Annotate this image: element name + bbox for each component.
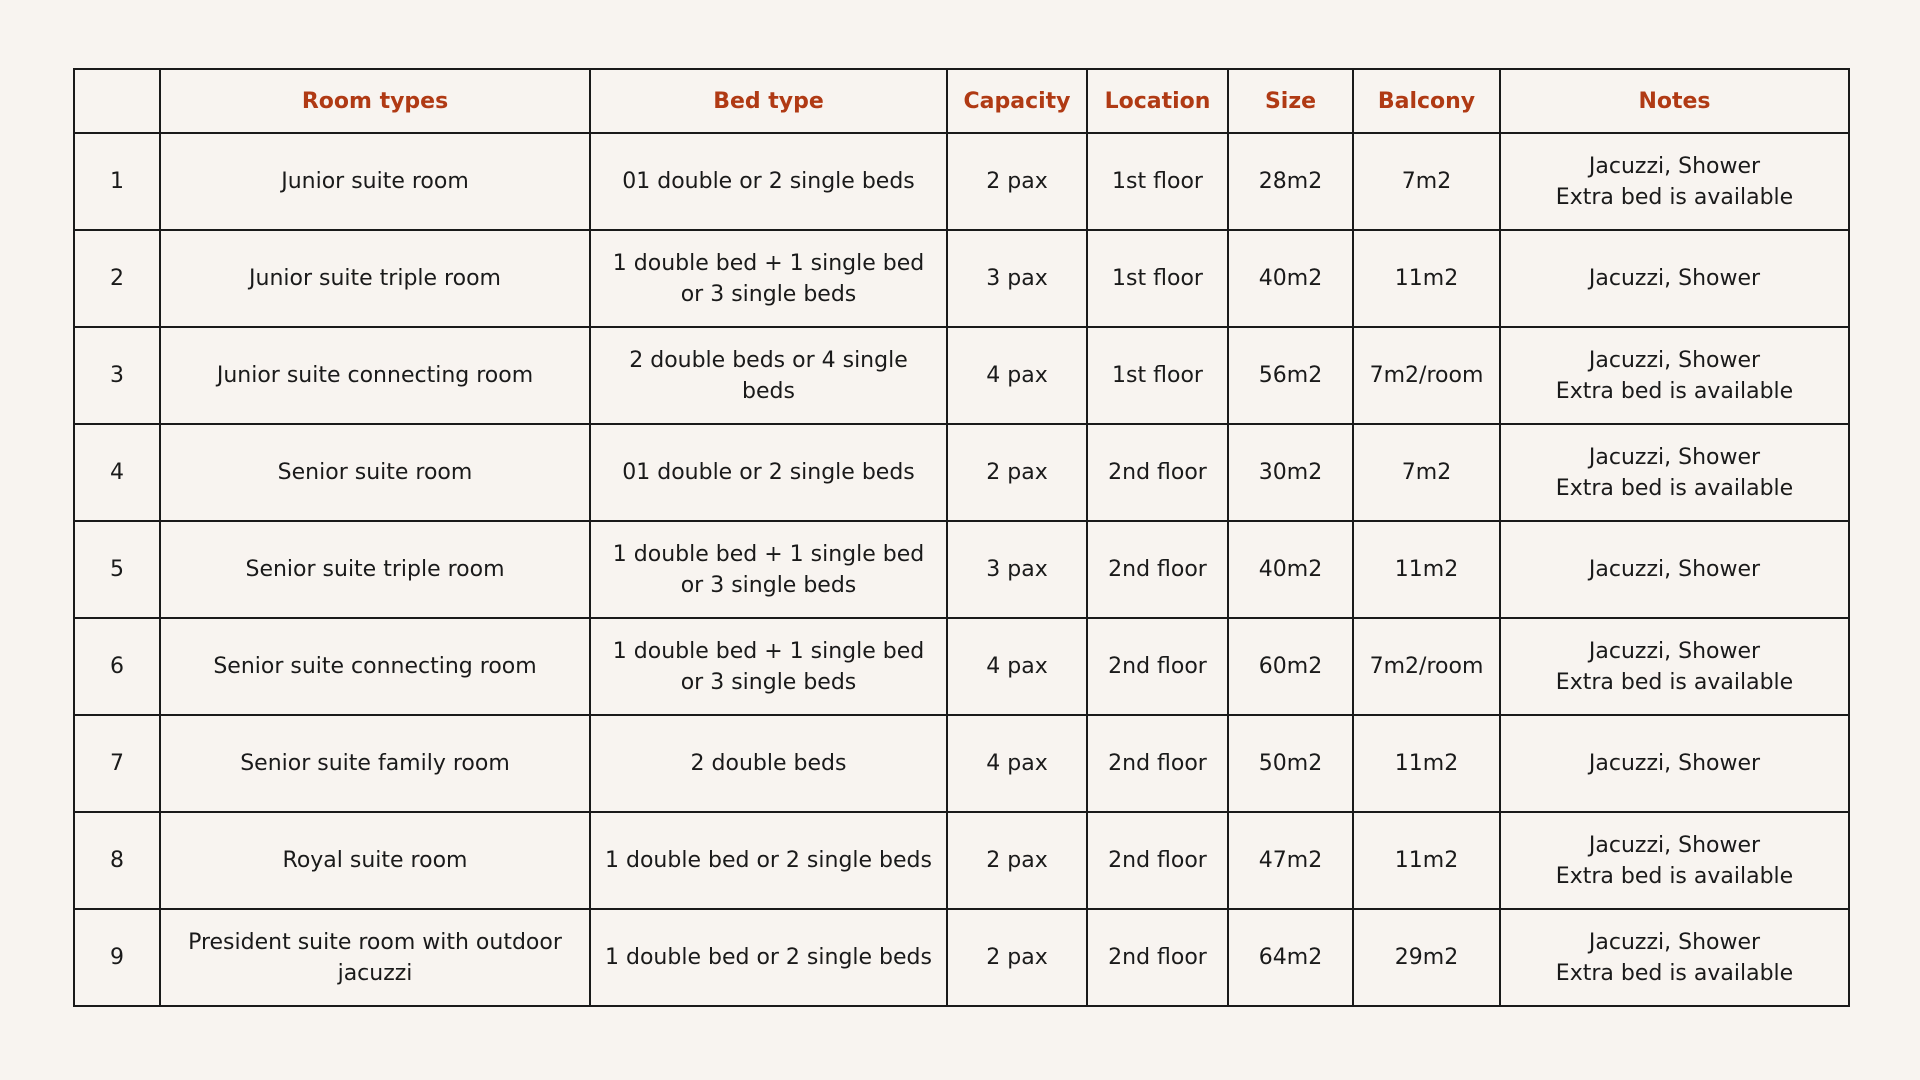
cell-size: 60m2	[1228, 618, 1353, 715]
cell-notes	[1500, 327, 1849, 424]
notes-line: Jacuzzi, Shower	[1588, 638, 1761, 664]
cell-location: 2nd floor	[1087, 812, 1228, 909]
cell-location: 2nd floor	[1087, 521, 1228, 618]
cell-capacity: 2 pax	[947, 909, 1087, 1006]
cell-notes	[1500, 715, 1849, 812]
room-type-line: jacuzzi	[337, 960, 413, 986]
room-type-line: President suite room with outdoor	[188, 929, 562, 955]
table-row	[74, 133, 1849, 230]
cell-size: 40m2	[1228, 521, 1353, 618]
bed-type-line: 1 double bed + 1 single bed	[612, 541, 925, 567]
cell-capacity: 2 pax	[947, 424, 1087, 521]
header-bed-type: Bed type	[590, 69, 947, 133]
table-row	[74, 618, 1849, 715]
cell-index: 1	[74, 133, 160, 230]
cell-notes	[1500, 230, 1849, 327]
cell-room-type: Junior suite triple room	[160, 230, 590, 327]
notes-line: Jacuzzi, Shower	[1588, 266, 1761, 291]
cell-bed-type	[590, 909, 947, 1006]
cell-balcony: 7m2	[1353, 133, 1500, 230]
cell-index: 6	[74, 618, 160, 715]
bed-type-line: or 3 single beds	[680, 572, 857, 598]
cell-notes	[1500, 618, 1849, 715]
notes-line: Extra bed is available	[1555, 863, 1794, 889]
cell-size: 40m2	[1228, 230, 1353, 327]
table-row	[74, 909, 1849, 1006]
cell-balcony: 11m2	[1353, 521, 1500, 618]
cell-location: 2nd floor	[1087, 715, 1228, 812]
notes-line: Jacuzzi, Shower	[1588, 444, 1761, 470]
cell-size: 47m2	[1228, 812, 1353, 909]
cell-capacity: 4 pax	[947, 618, 1087, 715]
cell-notes	[1500, 812, 1849, 909]
header-size: Size	[1228, 69, 1353, 133]
cell-capacity: 2 pax	[947, 812, 1087, 909]
cell-notes	[1500, 133, 1849, 230]
bed-type-line: or 3 single beds	[680, 669, 857, 695]
cell-size: 30m2	[1228, 424, 1353, 521]
cell-capacity: 4 pax	[947, 715, 1087, 812]
cell-index: 8	[74, 812, 160, 909]
bed-type-line: or 3 single beds	[680, 281, 857, 307]
cell-room-type	[160, 909, 590, 1006]
cell-index: 5	[74, 521, 160, 618]
table-row	[74, 521, 1849, 618]
bed-type-line: beds	[742, 378, 795, 404]
notes-line: Jacuzzi, Shower	[1588, 929, 1761, 955]
notes-line: Jacuzzi, Shower	[1588, 153, 1761, 179]
header-index	[74, 69, 160, 133]
bed-type-line: 2 double beds or 4 single	[629, 347, 908, 373]
table-row	[74, 812, 1849, 909]
header-capacity: Capacity	[947, 69, 1087, 133]
notes-line: Extra bed is available	[1555, 378, 1794, 404]
table-row	[74, 327, 1849, 424]
cell-notes	[1500, 521, 1849, 618]
notes-line: Jacuzzi, Shower	[1588, 832, 1761, 858]
bed-type-line: 1 double bed or 2 single beds	[605, 945, 932, 970]
cell-notes	[1500, 909, 1849, 1006]
cell-room-type: Senior suite connecting room	[160, 618, 590, 715]
notes-line: Extra bed is available	[1555, 669, 1794, 695]
cell-size: 64m2	[1228, 909, 1353, 1006]
cell-size: 50m2	[1228, 715, 1353, 812]
bed-type-line: 01 double or 2 single beds	[622, 169, 915, 194]
cell-location: 2nd floor	[1087, 618, 1228, 715]
cell-room-type: Junior suite room	[160, 133, 590, 230]
cell-bed-type	[590, 618, 947, 715]
notes-line: Extra bed is available	[1555, 475, 1794, 501]
cell-balcony: 7m2/room	[1353, 618, 1500, 715]
cell-location: 2nd floor	[1087, 424, 1228, 521]
cell-bed-type	[590, 521, 947, 618]
cell-location: 1st floor	[1087, 327, 1228, 424]
cell-capacity: 2 pax	[947, 133, 1087, 230]
cell-bed-type	[590, 133, 947, 230]
cell-bed-type	[590, 327, 947, 424]
notes-line: Jacuzzi, Shower	[1588, 751, 1761, 776]
cell-size: 56m2	[1228, 327, 1353, 424]
cell-room-type: Junior suite connecting room	[160, 327, 590, 424]
table-row	[74, 424, 1849, 521]
cell-bed-type	[590, 715, 947, 812]
cell-balcony: 11m2	[1353, 230, 1500, 327]
notes-line: Jacuzzi, Shower	[1588, 557, 1761, 582]
notes-line: Extra bed is available	[1555, 960, 1794, 986]
table-row	[74, 230, 1849, 327]
room-types-table	[73, 68, 1850, 1007]
cell-balcony: 7m2/room	[1353, 327, 1500, 424]
table-row	[74, 715, 1849, 812]
cell-balcony: 11m2	[1353, 812, 1500, 909]
cell-room-type: Senior suite triple room	[160, 521, 590, 618]
bed-type-line: 1 double bed or 2 single beds	[605, 848, 932, 873]
table-header-row	[74, 69, 1849, 133]
cell-room-type: Royal suite room	[160, 812, 590, 909]
cell-balcony: 7m2	[1353, 424, 1500, 521]
cell-size: 28m2	[1228, 133, 1353, 230]
notes-line: Extra bed is available	[1555, 184, 1794, 210]
cell-location: 2nd floor	[1087, 909, 1228, 1006]
bed-type-line: 2 double beds	[690, 751, 847, 776]
cell-index: 4	[74, 424, 160, 521]
header-balcony: Balcony	[1353, 69, 1500, 133]
header-notes: Notes	[1500, 69, 1849, 133]
bed-type-line: 01 double or 2 single beds	[622, 460, 915, 485]
cell-index: 3	[74, 327, 160, 424]
room-types-table-container	[73, 68, 1848, 1007]
cell-notes	[1500, 424, 1849, 521]
cell-index: 9	[74, 909, 160, 1006]
cell-room-type: Senior suite room	[160, 424, 590, 521]
cell-capacity: 3 pax	[947, 230, 1087, 327]
header-location: Location	[1087, 69, 1228, 133]
cell-bed-type	[590, 230, 947, 327]
cell-room-type: Senior suite family room	[160, 715, 590, 812]
bed-type-line: 1 double bed + 1 single bed	[612, 250, 925, 276]
cell-capacity: 3 pax	[947, 521, 1087, 618]
header-room-types: Room types	[160, 69, 590, 133]
cell-index: 7	[74, 715, 160, 812]
cell-index: 2	[74, 230, 160, 327]
cell-location: 1st floor	[1087, 133, 1228, 230]
cell-capacity: 4 pax	[947, 327, 1087, 424]
notes-line: Jacuzzi, Shower	[1588, 347, 1761, 373]
cell-location: 1st floor	[1087, 230, 1228, 327]
cell-balcony: 29m2	[1353, 909, 1500, 1006]
cell-bed-type	[590, 424, 947, 521]
cell-balcony: 11m2	[1353, 715, 1500, 812]
bed-type-line: 1 double bed + 1 single bed	[612, 638, 925, 664]
cell-bed-type	[590, 812, 947, 909]
